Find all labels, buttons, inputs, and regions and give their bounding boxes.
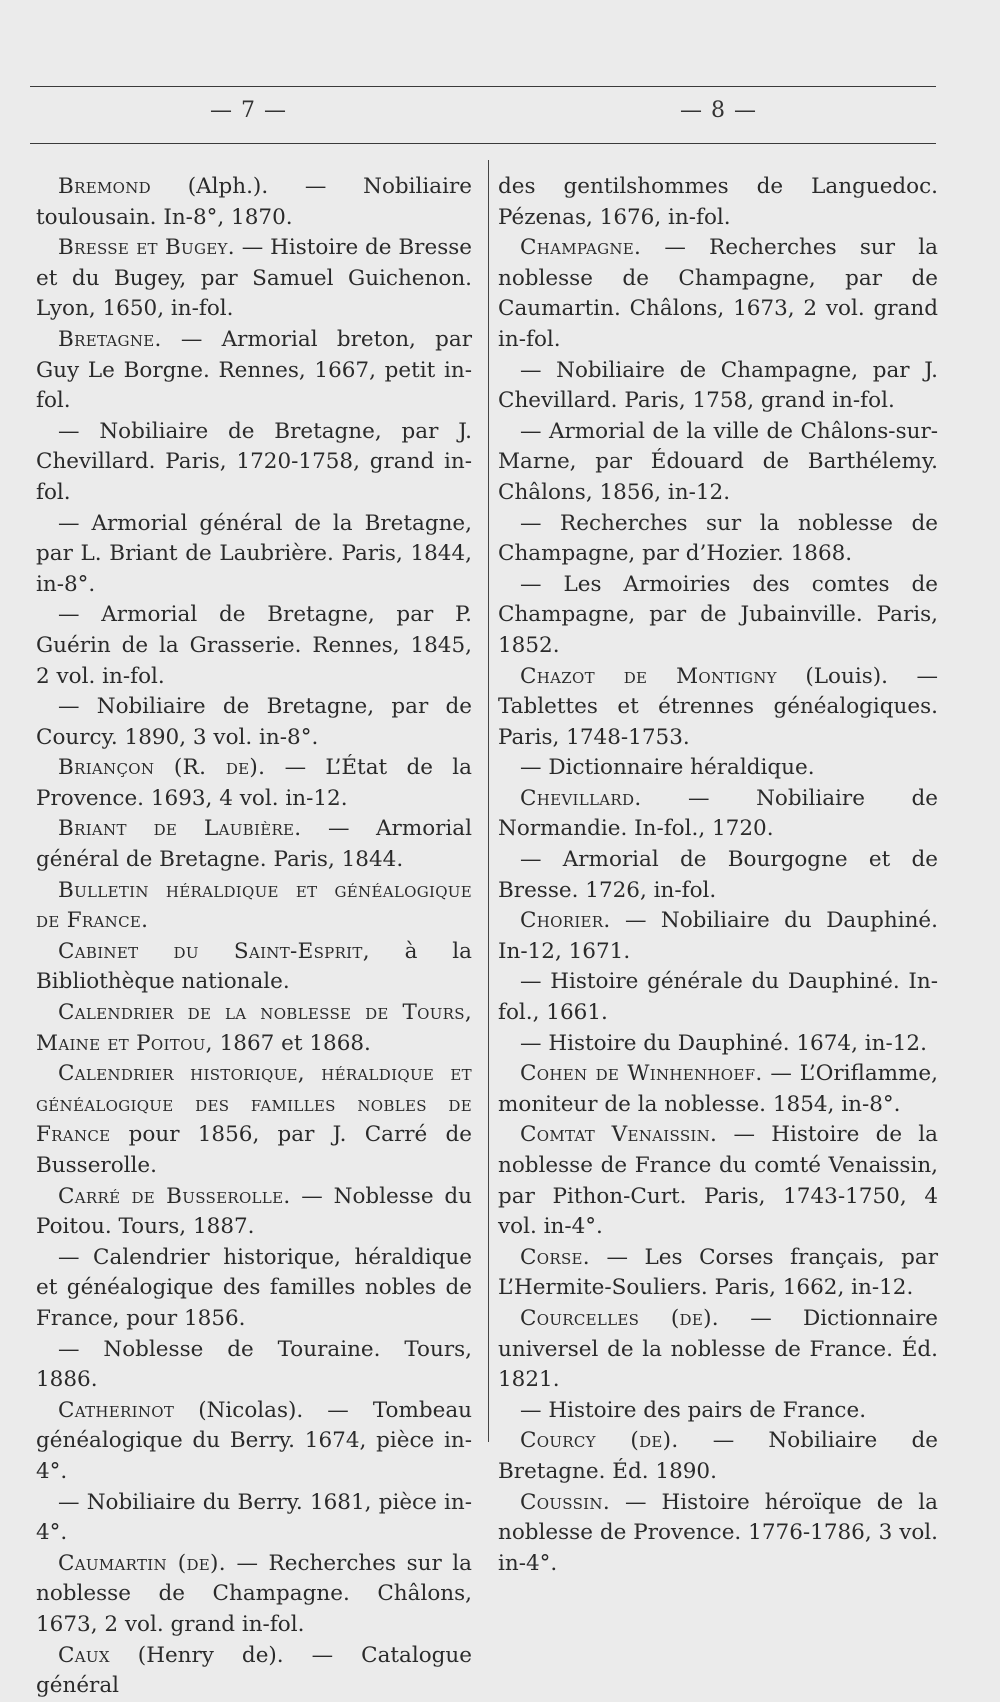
entry-text: — Nobiliaire de Champagne, par J. Chevillard. Paris, 1758, grand in-fol. <box>498 357 938 414</box>
entry-text: des gentilshommes de Languedoc. Pézenas, 1676, in-fol. <box>498 174 938 230</box>
bibliography-entry <box>498 906 938 967</box>
bibliography-entry <box>36 1059 472 1181</box>
entry-text: (Louis). — Tablettes et étrennes généalogiques. Paris, 1748-1753. <box>498 663 938 750</box>
entry-heading: Coussin. <box>520 1489 610 1515</box>
header-rule <box>30 143 936 144</box>
entry-heading: Calendrier de la noblesse de Tours, Maine et Poitou, <box>36 1000 472 1056</box>
entry-heading: Corse. <box>520 1244 590 1270</box>
entry-text: — Les Armoiries des comtes de Champagne, par de Jubainville. Paris, 1852. <box>498 571 938 658</box>
bibliography-entry <box>36 814 472 875</box>
bibliography-entry <box>36 753 472 814</box>
entry-text: — Histoire héroïque de la noblesse de Provence. 1776-1786, 3 vol. in-4°. <box>498 1489 938 1576</box>
bibliography-entry <box>498 1426 938 1487</box>
entry-text: — Nobiliaire de Bretagne. Éd. 1890. <box>498 1428 938 1484</box>
entry-text: — L’État de la Provence. 1693, 4 vol. in-12. <box>36 755 472 811</box>
entry-heading: Cohen de Winhenhoef. <box>520 1061 763 1087</box>
entry-text: — Nobiliaire du Berry. 1681, pièce in-4°. <box>36 1489 472 1546</box>
entry-text: — Histoire des pairs de France. <box>520 1397 867 1423</box>
entry-heading: Bulletin héraldique et généalogique de France. <box>36 877 472 934</box>
bibliography-entry <box>36 1641 472 1702</box>
entry-heading: Champagne. <box>520 235 642 261</box>
bibliography-entry <box>36 1335 472 1396</box>
entry-text: — Dictionnaire universel de la noblesse de France. Éd. 1821. <box>498 1305 938 1393</box>
bibliography-entry <box>36 692 472 753</box>
entry-text: — Recherches sur la noblesse de Champagne, par d’Hozier. 1868. <box>498 510 938 567</box>
entry-heading: Briançon (R. de). <box>58 755 266 781</box>
entry-text: (Alph.). — Nobiliaire toulousain. In-8°, 1870. <box>36 174 472 230</box>
entry-text: — Noblesse de Touraine. Tours, 1886. <box>36 1336 472 1393</box>
entry-heading: Chorier. <box>520 908 611 934</box>
entry-text: — Nobiliaire de Normandie. In-fol., 1720. <box>498 785 938 842</box>
bibliography-entry <box>36 1396 472 1488</box>
column-divider <box>488 160 489 1442</box>
page-number-left: — 7 — <box>210 98 287 123</box>
entry-heading: Courcelles (de). <box>520 1305 719 1331</box>
bibliography-entry <box>498 753 938 784</box>
entry-heading: Cabinet du Saint-Esprit, <box>58 938 370 964</box>
bibliography-entry <box>498 570 938 662</box>
entry-text: à la Bibliothèque nationale. <box>36 938 472 995</box>
bibliography-entry <box>498 845 938 906</box>
bibliography-entry <box>498 1396 938 1427</box>
entry-text: — Calendrier historique, héraldique et généalogique des familles nobles de France, pour 1856. <box>36 1244 472 1331</box>
bibliography-entry <box>498 1029 938 1060</box>
entry-text: — Nobiliaire de Bretagne, par J. Chevillard. Paris, 1720-1758, grand in-fol. <box>36 418 472 505</box>
entry-text: — Armorial breton, par Guy Le Borgne. Rennes, 1667, petit in-fol. <box>36 326 472 414</box>
top-rule <box>30 86 936 87</box>
entry-text: — Histoire générale du Dauphiné. In-fol., 1661. <box>498 969 938 1026</box>
entry-text: — Noblesse du Poitou. Tours, 1887. <box>36 1183 472 1240</box>
bibliography-entry <box>36 233 472 325</box>
bibliography-entry <box>36 325 472 417</box>
bibliography-entry <box>498 509 938 570</box>
entry-text: pour 1856, par J. Carré de Busserolle. <box>36 1122 472 1178</box>
bibliography-entry <box>36 1488 472 1549</box>
entry-text: — Armorial de Bretagne, par P. Guérin de la Grasserie. Rennes, 1845, 2 vol. in-fol. <box>36 602 472 689</box>
entry-heading: Bremond <box>58 174 151 199</box>
bibliography-entry <box>36 1182 472 1243</box>
bibliography-entry <box>36 1243 472 1335</box>
entry-text: (Henry de). — Catalogue général <box>36 1642 472 1699</box>
entry-heading: Carré de Busserolle. <box>58 1183 291 1209</box>
entry-heading: Chevillard. <box>520 785 642 811</box>
entry-heading: Chazot de Montigny <box>520 663 777 689</box>
entry-heading: Caumartin (de). <box>58 1550 226 1576</box>
entry-heading: Calendrier historique, héraldique et généalogique des familles nobles de France <box>36 1061 472 1148</box>
entry-text: — Recherches sur la noblesse de Champagne, par de Caumartin. Châlons, 1673, 2 vol. grand in-fol. <box>498 235 938 352</box>
entry-text: — Histoire de Bresse et du Bugey, par Samuel Guichenon. Lyon, 1650, in-fol. <box>36 235 472 322</box>
entry-text: — Armorial général de Bretagne. Paris, 1844. <box>36 816 472 873</box>
bibliography-entry <box>498 784 938 845</box>
entry-text: 1867 et 1868. <box>212 1030 371 1056</box>
bibliography-entry <box>36 998 472 1059</box>
entry-heading: Catherinot <box>58 1397 175 1423</box>
bibliography-entry <box>36 509 472 601</box>
entry-text: — Dictionnaire héraldique. <box>520 755 815 781</box>
entry-text: (Nicolas). — Tombeau généalogique du Berry. 1674, pièce in-4°. <box>36 1397 472 1484</box>
entry-heading: Caux <box>58 1642 110 1668</box>
bibliography-entry <box>498 233 938 355</box>
bibliography-entry <box>498 1304 938 1396</box>
entry-text: — Histoire du Dauphiné. 1674, in-12. <box>520 1030 927 1056</box>
entry-heading: Bresse et Bugey. <box>58 235 235 261</box>
bibliography-entry <box>498 967 938 1028</box>
entry-heading: Bretagne. <box>58 326 162 352</box>
bibliography-entry <box>36 937 472 998</box>
bibliography-entry <box>498 356 938 417</box>
bibliography-entry <box>498 172 938 233</box>
bibliography-entry <box>36 417 472 509</box>
bibliography-entry <box>36 600 472 692</box>
bibliography-entry <box>498 1488 938 1580</box>
entry-text: — Armorial général de la Bretagne, par L. Briant de Laubrière. Paris, 1844, in-8°. <box>36 510 472 597</box>
page-number-right: — 8 — <box>680 98 757 123</box>
entry-text: — Les Corses français, par L’Hermite-Souliers. Paris, 1662, in-12. <box>498 1244 938 1301</box>
bibliography-entry <box>36 876 472 937</box>
bibliography-entry <box>498 417 938 509</box>
bibliography-entry <box>36 1549 472 1641</box>
entry-text: — Nobiliaire de Bretagne, par de Courcy. 1890, 3 vol. in-8°. <box>36 694 472 750</box>
entry-heading: Courcy (de). <box>520 1428 679 1454</box>
entry-text: — L’Oriflamme, moniteur de la noblesse. 1854, in-8°. <box>498 1061 938 1117</box>
bibliography-entry <box>498 1243 938 1304</box>
entry-text: — Recherches sur la noblesse de Champagne. Châlons, 1673, 2 vol. grand in-fol. <box>36 1550 472 1637</box>
entry-text: — Nobiliaire du Dauphiné. In-12, 1671. <box>498 908 938 964</box>
bibliography-entry <box>36 172 472 233</box>
entry-heading: Briant de Laubière. <box>58 816 302 842</box>
bibliography-entry <box>498 1059 938 1120</box>
bibliography-entry <box>498 1120 938 1242</box>
entry-text: — Armorial de la ville de Châlons-sur-Marne, par Édouard de Barthélemy. Châlons, 1856, in-12. <box>498 418 938 505</box>
entry-text: — Histoire de la noblesse de France du comté Venaissin, par Pithon-Curt. Paris, 1743-1750, 4 vol. in-4°. <box>498 1122 939 1240</box>
entry-text: — Armorial de Bourgogne et de Bresse. 1726, in-fol. <box>498 847 938 903</box>
bibliography-entry <box>498 662 938 754</box>
right-column <box>498 172 938 1579</box>
left-column <box>36 172 472 1702</box>
entry-heading: Comtat Venaissin. <box>520 1122 718 1148</box>
